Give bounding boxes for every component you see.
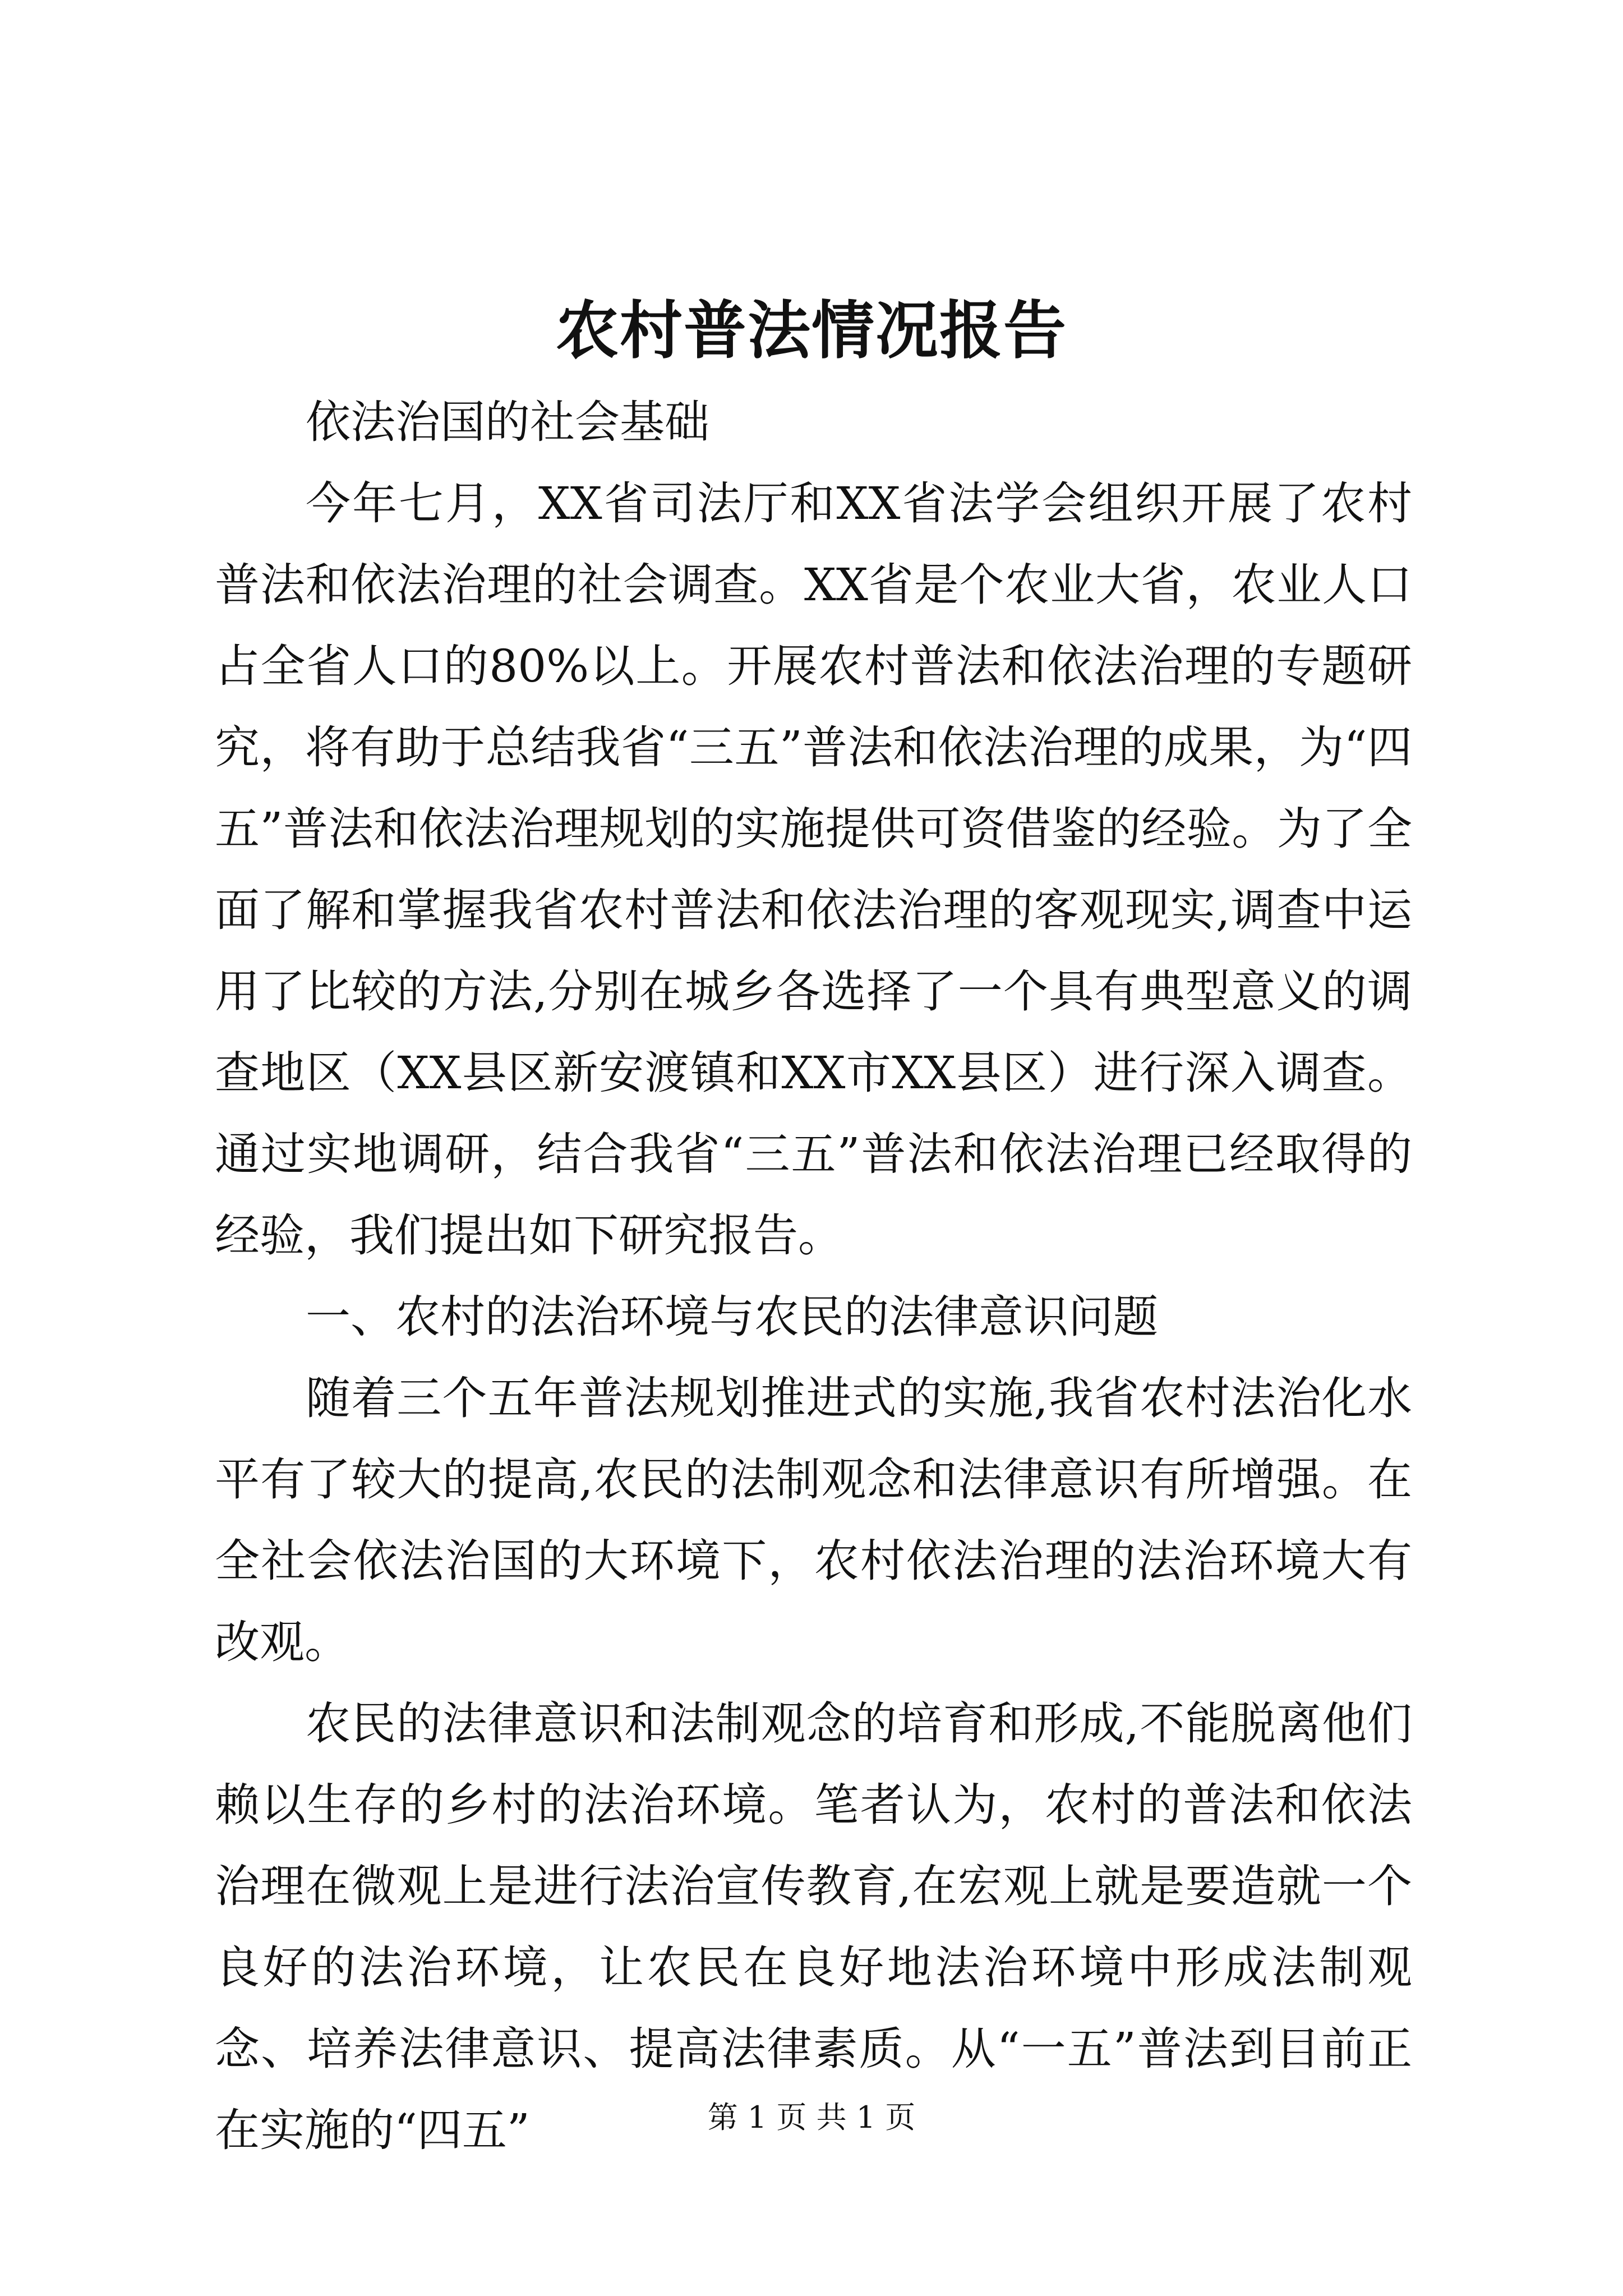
paragraph-body: 随着三个五年普法规划推进式的实施,我省农村法治化水平有了较大的提高,农民的法制观念和法律意识有所增强。在全社会依法治国的大环境下，农村依法治理的法治环境大有改观。 [215,1372,1412,1668]
paragraph-subtitle: 依法治国的社会基础 [306,396,709,448]
paragraph-body: 农民的法律意识和法制观念的培育和形成,不能脱离他们赖以生存的乡村的法治环境。笔者认为，农村的普法和依法治理在微观上是进行法治宣传教育,在宏观上就是要造就一个良好的法治环境，让农民在良好地法治环境中形成法制观念、培养法律意识、提高法律素质。从“一五”普法到目前正在实施的“四五” [215,1697,1412,2156]
document-body [215,381,1412,2171]
page-footer: 第 1 页 共 1 页 [707,2100,916,2135]
section-heading: 一、农村的法治环境与农民的法律意识问题 [306,1291,1158,1343]
paragraph-intro: 今年七月，XX省司法厅和XX省法学会组织开展了农村普法和依法治理的社会调查。XX省是个农业大省，农业人口占全省人口的80%以上。开展农村普法和依法治理的专题研究，将有助于总结我省“三五”普法和依法治理的成果，为“四五”普法和依法治理规划的实施提供可资借鉴的经验。为了全面了解和掌握我省农村普法和依法治理的客观现实,调查中运用了比较的方法,分别在城乡各选择了一个具有典型意义的调查地区（XX县区新安渡镇和XX市XX县区）进行深入调查。通过实地调研，结合我省“三五”普法和依法治理已经取得的经验，我们提出如下研究报告。 [215,477,1412,1262]
document-title: 农村普法情况报告 [556,294,1067,367]
